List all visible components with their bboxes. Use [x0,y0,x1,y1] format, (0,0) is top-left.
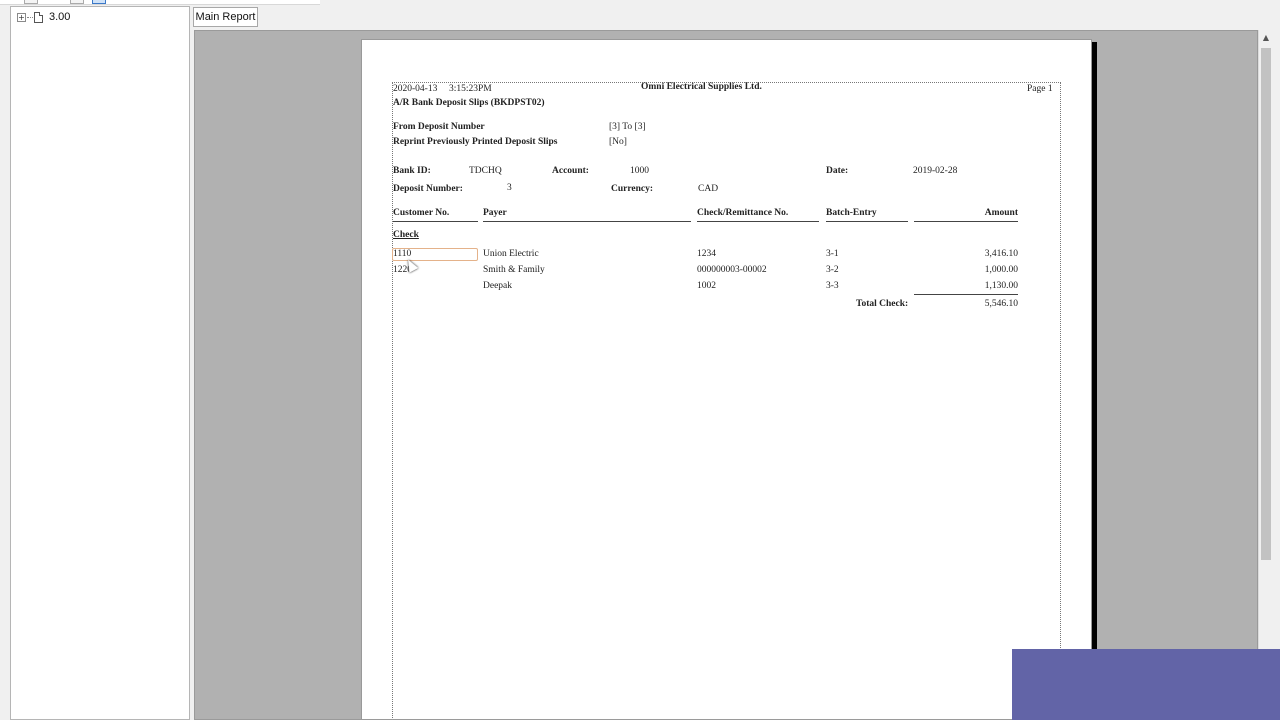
deposit-number-label: Deposit Number: [393,184,463,194]
param-value: [3] To [3] [609,122,646,132]
total-label: Total Check: [856,299,909,309]
company-name: Omni Electrical Supplies Ltd. [641,82,762,92]
currency-label: Currency: [611,184,654,194]
column-header-check: Check/Remittance No. [697,208,789,218]
tab-main-report[interactable]: Main Report [193,7,258,27]
tree-node-label[interactable]: 3.00 [49,11,71,23]
row-batch: 3-2 [826,265,839,275]
vertical-scrollbar[interactable] [1258,30,1272,720]
header-rule [697,221,819,222]
row-amount: 1,130.00 [984,281,1018,291]
param-label: Reprint Previously Printed Deposit Slips [393,137,558,147]
row-payer: Union Electric [483,249,539,259]
row-customer[interactable]: 1220 [393,265,412,275]
account-label: Account: [552,166,589,176]
toggle-tree-button[interactable] [92,0,106,4]
header-rule [393,221,478,222]
page-number: Page 1 [1027,84,1053,94]
header-rule [826,221,908,222]
date-label: Date: [826,166,849,176]
run-date: 2020-04-13 [393,84,438,94]
tree-connector [27,17,33,18]
report-preview-area [194,30,1258,720]
column-header-customer: Customer No. [393,208,450,218]
tree-node[interactable] [17,9,70,25]
report-title: A/R Bank Deposit Slips (BKDPST02) [393,98,545,108]
row-payer: Smith & Family [483,265,545,275]
bank-id-label: Bank ID: [393,166,431,176]
row-amount: 3,416.10 [984,249,1018,259]
row-customer[interactable]: 1110 [393,249,412,259]
account-value: 1000 [630,166,649,176]
total-rule [914,294,1018,295]
row-amount: 1,000.00 [984,265,1018,275]
param-label: From Deposit Number [393,122,485,132]
toolbar-button[interactable] [24,0,38,4]
bank-id-value: TDCHQ [469,166,502,176]
deposit-number-value: 3 [507,183,512,193]
scroll-up-arrow-icon[interactable]: ▲ [1262,33,1270,42]
column-header-payer: Payer [483,208,507,218]
expand-icon[interactable]: + [18,12,25,22]
scroll-thumb[interactable] [1261,48,1271,560]
toolbar [0,0,320,5]
section-heading: Check [393,230,419,240]
row-check: 1234 [697,249,716,259]
total-amount: 5,546.10 [984,299,1018,309]
run-time: 3:15:23PM [449,84,492,94]
row-check: 1002 [697,281,716,291]
row-batch: 3-1 [826,249,839,259]
group-tree-panel [10,6,190,720]
header-rule [483,221,691,222]
header-rule [914,221,1018,222]
row-payer: Deepak [483,281,513,291]
page-icon [34,12,43,23]
report-frame [392,82,1061,720]
param-value: [No] [609,137,627,147]
toolbar-button[interactable] [70,0,84,4]
report-page [361,39,1092,720]
overlay-panel [1012,649,1280,720]
column-header-amount: Amount [984,208,1018,218]
row-check: 000000003-00002 [697,265,767,275]
column-header-batch: Batch-Entry [826,208,877,218]
currency-value: CAD [698,184,719,194]
row-batch: 3-3 [826,281,839,291]
date-value: 2019-02-28 [913,166,958,176]
